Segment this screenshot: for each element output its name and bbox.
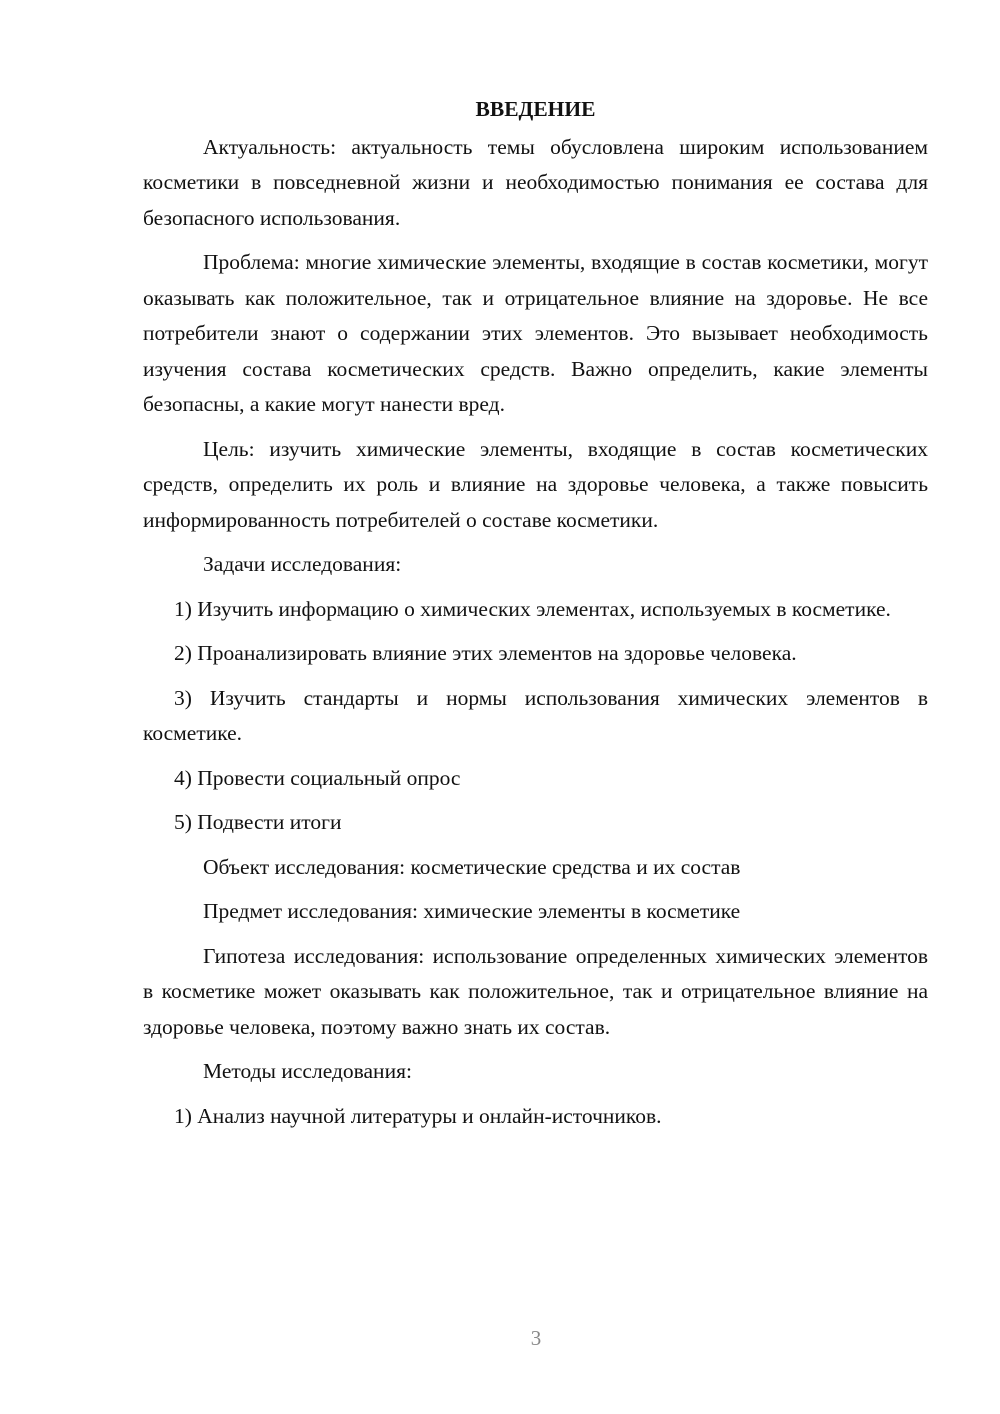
paragraph-hypothesis: Гипотеза исследования: использование определенных химических элементов в косметике может оказывать как положительное, так и отрицательное влияние на здоровье человека, поэтому важно знать их состав. xyxy=(143,943,928,1039)
paragraph-problem: Проблема: многие химические элементы, входящие в состав косметики, могут оказывать как положительное, так и отрицательное влияние на здоровье. Не все потребители знают о содержании этих элементов. Это вызывает необходимость изучения состава косметических средств. Важно определить, какие элементы безопасны, а какие могут нанести вред. xyxy=(143,250,928,416)
method-item-1: 1) Анализ научной литературы и онлайн-источников. xyxy=(174,1103,662,1128)
task-item-2: 2) Проанализировать влияние этих элементов на здоровье человека. xyxy=(174,641,797,665)
tasks-heading: Задачи исследования: xyxy=(203,552,402,576)
paragraph-relevance: Актуальность: актуальность темы обусловлена широким использованием косметики в повседневной жизни и необходимостью понимания ее состава для безопасного использования. xyxy=(143,134,928,230)
task-item-1: 1) Изучить информацию о химических элементах, используемых в косметике. xyxy=(174,596,891,621)
paragraph-subject: Предмет исследования: химические элементы в косметике xyxy=(203,899,741,923)
paragraph-object: Объект исследования: косметические средства и их состав xyxy=(203,854,741,879)
methods-heading: Методы исследования: xyxy=(203,1059,412,1083)
task-item-4: 4) Провести социальный опрос xyxy=(174,765,461,790)
task-item-3: 3) Изучить стандарты и нормы использования химических элементов в косметике. xyxy=(143,685,928,745)
page-number: 3 xyxy=(530,1326,542,1350)
task-item-5: 5) Подвести итоги xyxy=(174,810,342,834)
paragraph-goal: Цель: изучить химические элементы, входящие в состав косметических средств, определить их роль и влияние на здоровье человека, а также повысить информированность потребителей о составе косметики. xyxy=(143,436,928,532)
document-page xyxy=(143,92,928,1143)
section-title: ВВЕДЕНИЕ xyxy=(475,97,596,121)
